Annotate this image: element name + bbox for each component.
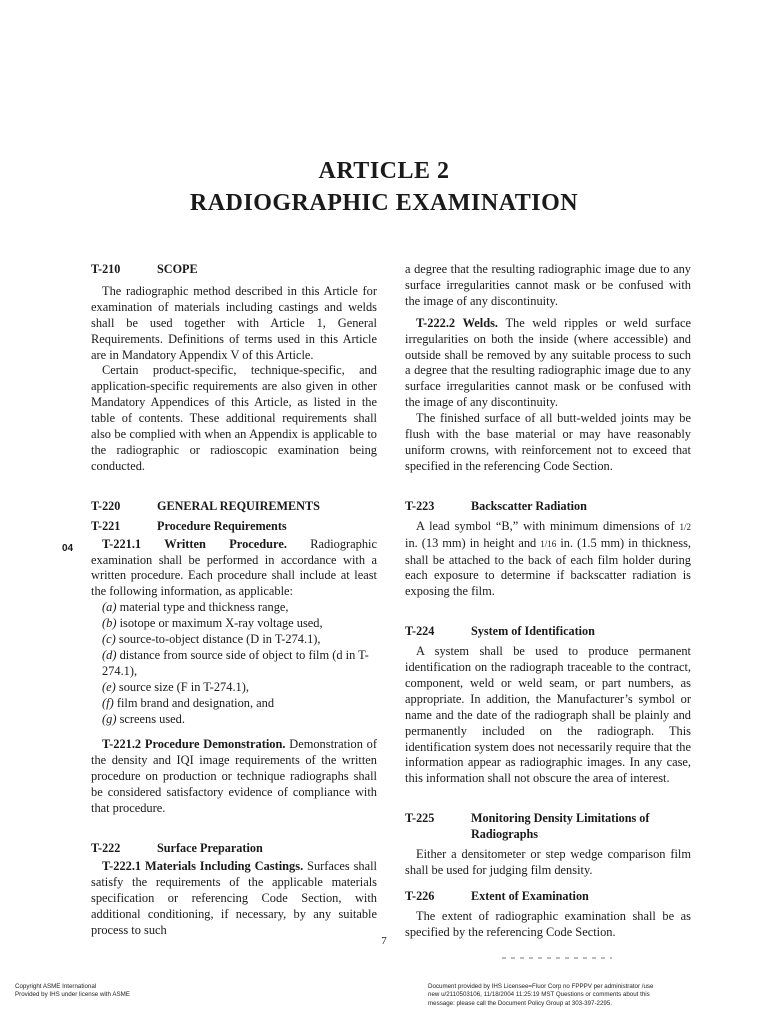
section-title: Procedure Requirements bbox=[157, 518, 287, 533]
section-number: T-222 bbox=[91, 841, 121, 855]
list-text: isotope or maximum X-ray voltage used, bbox=[119, 616, 323, 631]
right-column bbox=[405, 262, 691, 941]
paragraph-body: Demonstration of the density and IQI image requirements of the written procedure on production or technique radiographs shall be considered satisfactory evidence of compliance with that procedure. bbox=[91, 737, 377, 816]
subsection-heading: T-221.1 Written Procedure. bbox=[102, 536, 287, 551]
list-marker: (a) bbox=[102, 600, 117, 615]
section-heading-t223 bbox=[405, 499, 691, 515]
list-item bbox=[91, 648, 377, 680]
section-heading-t222 bbox=[91, 841, 377, 857]
written-procedure-paragraph bbox=[91, 537, 377, 601]
list-text: film brand and designation, and bbox=[116, 695, 275, 710]
procedure-demonstration-paragraph bbox=[91, 737, 377, 817]
section-number: T-225 bbox=[405, 811, 435, 826]
welds-paragraph bbox=[405, 316, 691, 411]
subsection-heading: T-222.1 Materials Including Castings. bbox=[102, 858, 304, 873]
list-item bbox=[91, 600, 377, 616]
section-number: T-224 bbox=[405, 624, 435, 639]
list-marker: (d) bbox=[102, 647, 117, 662]
section-number: T-226 bbox=[405, 888, 435, 903]
backscatter-paragraph: A lead symbol “B,” with minimum dimensions of 1/2 in. (13 mm) in height and 1/16 in. (1.5 mm) in thickness, shall be attached to the back of each film holder during each exposure to determine if backscatter radiation is exposing the film. bbox=[405, 518, 691, 599]
extent-paragraph: The extent of radiographic examination shall be as specified by the referencing Code Section. bbox=[405, 908, 691, 939]
identification-paragraph: A system shall be used to produce permanent identification on the radiograph traceable to the contract, component, weld or weld seam, or part numbers, as appropriate. In addition, the Manufacturer’s symbol or name and the date of the radiograph shall be plainly and permanently included on the radiograph. This identification system does not necessarily require that the information appear as radiographic images. In any case, this information shall not obscure the area of interest. bbox=[405, 644, 691, 786]
scan-artifact bbox=[502, 957, 612, 959]
subsection-heading: T-221.2 Procedure Demonstration. bbox=[102, 737, 286, 752]
subsection-heading: T-222.2 Welds. bbox=[416, 315, 499, 330]
list-marker: (e) bbox=[102, 679, 116, 694]
footer-copyright: Copyright ASME International Provided by IHS under license with ASME bbox=[15, 983, 130, 999]
section-number: T-221 bbox=[91, 518, 121, 533]
section-title: System of Identification bbox=[471, 624, 595, 639]
section-title: Surface Preparation bbox=[157, 841, 263, 855]
list-item bbox=[91, 712, 377, 728]
section-heading-t224 bbox=[405, 624, 691, 640]
density-monitoring-paragraph: Either a densitometer or step wedge comparison film shall be used for judging film density. bbox=[405, 847, 691, 877]
section-title: Backscatter Radiation bbox=[471, 498, 587, 513]
section-heading-t225 bbox=[405, 811, 691, 843]
paragraph-body: Surfaces shall satisfy the requirements of the applicable materials specification or referencing Code Section, with additional conditioning, if necessary, by any suitable process to such bbox=[91, 858, 377, 937]
article-title: RADIOGRAPHIC EXAMINATION bbox=[189, 190, 579, 216]
scope-paragraph-1: The radiographic method described in this Article for examination of materials including castings and welds shall be used together with Article 1, General Requirements. Definitions of terms used in this Article are in Mandatory Appendix V of this Article. bbox=[91, 283, 377, 362]
section-title: Extent of Examination bbox=[471, 888, 589, 903]
materials-castings-paragraph bbox=[91, 859, 377, 939]
footer-license-notice: Document provided by IHS Licensee=Fluor Corp no FPPPV per administrator /use new u/2110503106, 11/18/2004 11:25:19 MST Questions or comments about this message: please call the Document Policy Group at 303-397-2295. bbox=[428, 983, 654, 1007]
fraction-half: 1/2 bbox=[679, 521, 691, 532]
list-text: distance from source side of object to film (d in T-274.1), bbox=[102, 647, 369, 678]
list-item bbox=[91, 616, 377, 632]
section-heading-t226 bbox=[405, 889, 691, 905]
list-text: screens used. bbox=[119, 711, 185, 726]
section-title: GENERAL REQUIREMENTS bbox=[157, 498, 320, 513]
section-number: T-210 bbox=[91, 262, 121, 276]
section-heading-t210 bbox=[91, 262, 377, 278]
section-heading-t220 bbox=[91, 499, 377, 515]
surface-continuation-paragraph: a degree that the resulting radiographic image due to any surface irregularities cannot mask or be confused with the image of any discontinuity. bbox=[405, 262, 691, 308]
scope-paragraph-2: Certain product-specific, technique-specific, and application-specific requirements are also given in other Mandatory Appendices of this Article, as listed in the table of contents. These additional requirements shall also be complied with when an Appendix is applicable to the radiographic or radioscopic examination being conducted. bbox=[91, 363, 377, 473]
section-title: Monitoring Density Limitations of Radiographs bbox=[471, 811, 650, 842]
list-marker: (g) bbox=[102, 711, 117, 726]
paragraph-body: The weld ripples or weld surface irregularities on both the inside (where accessible) and outside shall be removed by any suitable process to such a degree that the resulting radiographic image due to any surface irregularities cannot mask or be confused with the image of any discontinuity. bbox=[405, 315, 691, 410]
section-heading-t221 bbox=[91, 519, 377, 535]
list-marker: (b) bbox=[102, 616, 117, 631]
article-number: ARTICLE 2 bbox=[318, 158, 450, 184]
fraction-sixteenth: 1/16 bbox=[540, 538, 557, 549]
section-title: SCOPE bbox=[157, 262, 198, 276]
list-text: source size (F in T-274.1), bbox=[118, 679, 249, 694]
section-number: T-220 bbox=[91, 498, 121, 513]
list-marker: (f) bbox=[102, 695, 114, 710]
list-item bbox=[91, 680, 377, 696]
list-marker: (c) bbox=[102, 632, 116, 647]
procedure-info-list bbox=[91, 600, 377, 727]
revision-margin-note: 04 bbox=[62, 543, 74, 554]
finished-surface-paragraph: The finished surface of all butt-welded joints may be flush with the base material or may have reasonably uniform crowns, with reinforcement not to exceed that specified in the referencing Code Section. bbox=[405, 411, 691, 473]
left-column bbox=[91, 262, 377, 938]
list-text: source-to-object distance (D in T-274.1), bbox=[118, 632, 321, 647]
list-text: material type and thickness range, bbox=[119, 600, 289, 615]
page-number: 7 bbox=[381, 935, 387, 947]
list-item bbox=[91, 632, 377, 648]
paragraph-body: Radiographic examination shall be performed in accordance with a written procedure. Each procedure shall include at least the following information, as applicable: bbox=[91, 536, 377, 599]
list-item bbox=[91, 696, 377, 712]
section-number: T-223 bbox=[405, 498, 435, 513]
